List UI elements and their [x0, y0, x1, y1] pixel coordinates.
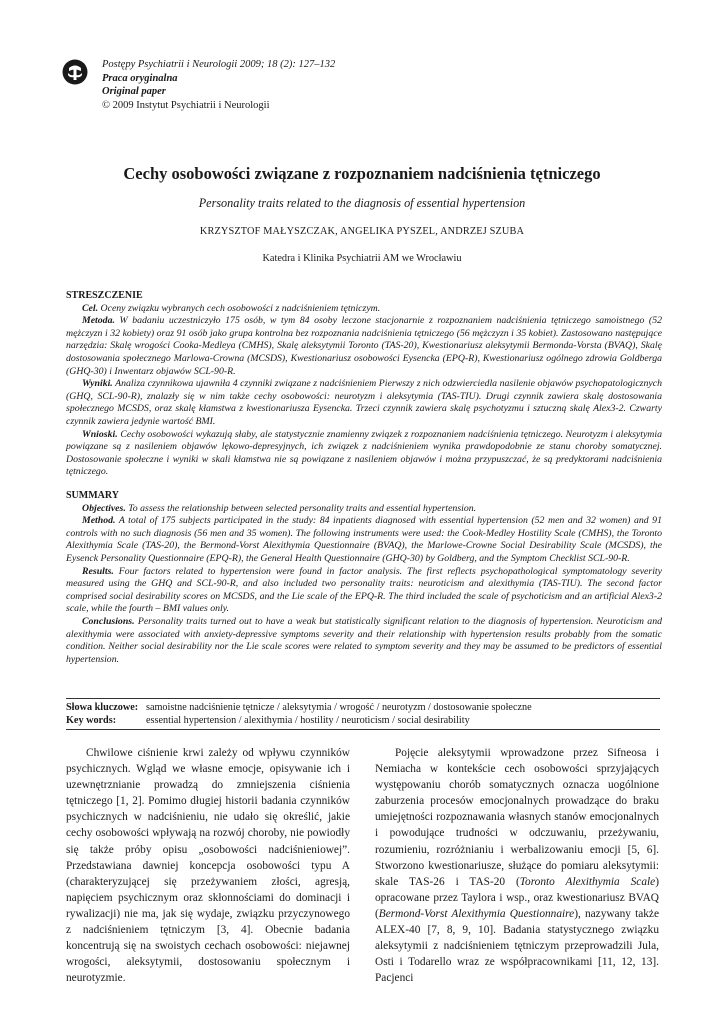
body-paragraph: Chwilowe ciśnienie krwi zależy od wpływu czynników psychicznych. Wgląd we własne emocje, opisywanie ich i uzewnętrznianie prowadzą do zmniejszenia ciśnienia tętniczego [1, 2]. Pomimo długiej historii badania czynników psychicznych w nadciśnieniu, nie udało się określić, jakie cechy osobowości wpływają na rozwój choroby, nie powiodły się także próby opisu „osobowości nadciśnieniowej”. Przedstawiana dawniej koncepcja osobowości typu A (charakteryzującej się przeżywaniem złości, agresją, napięciem psychicznym oraz skłonnościami do dominacji i rywalizacji) nie ma, jak się wydaje, związku przyczynowego z nadciśnieniem tętniczym [3, 4]. Obecnie badania koncentrują się na swoistych cechach osobowości: niejawnej wrogości, aleksytymii, dostosowaniu społecznym i neurotyzmie.	[66, 747, 350, 985]
paper-type-en: Original paper	[102, 86, 166, 98]
abstract-pl-heading: STRESZCZENIE	[66, 290, 143, 301]
abstract-pl-section: Metoda. W badaniu uczestniczyło 175 osób, w tym 84 osoby leczone stacjonarnie z rozpoznaniem nadciśnienia tętniczego samoistnego (52 mężczyzn i 32 kobiety) oraz 91 osób jako grupa kontrolna bez rozpoznania nadciśnienia tętniczego (56 mężczyzn i 35 kobiet). Zastosowano następujące narzędzia: Skalę wrogości Cooka-Medleya (CMHS), Skalę aleksytymii Toronto (TAS-20), Kwestionariusz aleksytymii Bermonda-Vorsta (BVAQ), Skalę dostosowania społecznego Marlowa-Crowna (MCSDS), Kwestionariusz osobowości Eysencka (EPQ-R), Kwestionariusz ogólnego zdrowia Goldberga (GHQ-30) i Inwentarz objawów SCL-90-R.	[66, 315, 662, 377]
abstract-pl	[66, 290, 662, 479]
body-column-right	[375, 745, 659, 986]
article-title: Cechy osobowości związane z rozpoznaniem nadciśnienia tętniczego	[123, 164, 601, 183]
institute-logo-icon	[62, 59, 88, 85]
abstract-en-section: Conclusions. Personality traits turned out to have a weak but statistically significant relation to the diagnosis of hypertension. Neuroticism and alexithymia were associated with anxiety-depressive symptoms severity and their relationship with hypertension results probably from the somatic condition. Neither social desirability nor the Lie scale scores were related to symptom severity and they may be assumed to be predictors of essential hypertension.	[66, 615, 662, 665]
keywords-pl-label: Słowa kluczowe:	[66, 702, 139, 713]
abstract-pl-section: Cel. Oceny związku wybranych cech osobowości z nadciśnieniem tętniczym.	[82, 302, 381, 314]
copyright: © 2009 Instytut Psychiatrii i Neurologii	[102, 99, 270, 111]
keywords-top-rule	[66, 698, 660, 699]
keywords-en-label: Key words:	[66, 715, 117, 726]
keywords-pl	[66, 701, 532, 714]
body-column-left	[66, 745, 350, 986]
abstract-en-section: Method. A total of 175 subjects participated in the study: 84 inpatients diagnosed with essential hypertension (52 men and 32 women) and 91 controls with no such diagnosis (56 men and 35 women). The following instruments were used: the Cook-Medley Hostility Scale (CMHS), the Toronto Alexithymia Scale (TAS-20), the Bermond-Vorst Alexithymia Questionnaire (BVAQ), the Marlowe-Crowne Social Desirability Scale (MCSDS), the Eysenck Personality Questionnaire (EPQ-R), the General Health Questionnaire (GHQ-30) by Goldberg, and the Symptom Checklist SCL-90-R.	[66, 515, 662, 564]
authors: KRZYSZTOF MAŁYSZCZAK, ANGELIKA PYSZEL, ANDRZEJ SZUBA	[199, 226, 525, 237]
keywords-en	[66, 714, 470, 727]
journal-citation: Postępy Psychiatrii i Neurologii 2009; 18 (2): 127–132	[102, 59, 336, 70]
abstract-en	[66, 490, 662, 666]
paper-type-pl: Praca oryginalna	[102, 72, 178, 84]
keywords-pl-text: samoistne nadciśnienie tętnicze / aleksytymia / wrogość / neurotyzm / dostosowanie społeczne	[146, 702, 532, 713]
affiliation: Katedra i Klinika Psychiatrii AM we Wrocławiu	[262, 253, 462, 264]
abstract-pl-section: Wnioski. Cechy osobowości wykazują słaby, ale statystycznie znamienny związek z rozpoznaniem nadciśnienia tętniczego. Neurotyzm i aleksytymia powiązane są z nasileniem objawów lękowo-depresyjnych, ich związek z nadciśnieniem wynika prawdopodobnie ze stanu choroby somatycznej. Dostosowanie społeczne i wyniki w skali kłamstwa nie są powiązane z nasileniem objawów i można przypuszczać, że są predyktorami nadciśnienia tętniczego.	[66, 428, 662, 478]
abstract-en-heading: SUMMARY	[66, 490, 119, 501]
abstract-en-section: Objectives. To assess the relationship between selected personality traits and essential hypertension.	[82, 502, 477, 514]
journal-info	[102, 58, 335, 112]
keywords-bottom-rule	[66, 729, 660, 730]
body-paragraph: Pojęcie aleksytymii wprowadzone przez Sifneosa i Nemiacha w kontekście cech osobowości sprzyjających występowaniu chorób somatycznych oznacza uogólnione zaburzenia procesów emocjonalnych prowadzące do braku umiejętności rozpoznawania własnych stanów emocjonalnych i powodujące trudności w odczuwaniu, przeżywaniu, rozumieniu, rozróżnianiu i werbalizowaniu emocji [5, 6]. Stworzono kwestionariusze, służące do pomiaru aleksytymii: skale TAS-26 i TAS-20 (Toronto Alexithymia Scale) opracowane przez Taylora i wsp., oraz kwestionariusz BVAQ (Bermond-Vorst Alexithymia Questionnaire), nazywany także ALEX-40 [7, 8, 9, 10]. Badania statystycznego związku aleksytymii z nadciśnieniem tętniczym przeprowadzili Jula, Osti i Todarello wraz ze współpracownikami [11, 12, 13]. Pacjenci	[375, 747, 659, 985]
keywords-en-text: essential hypertension / alexithymia / hostility / neuroticism / social desirability	[146, 715, 470, 726]
article-subtitle: Personality traits related to the diagnosis of essential hypertension	[198, 196, 526, 210]
abstract-pl-section: Wyniki. Analiza czynnikowa ujawniła 4 czynniki związane z nadciśnieniem Pierwszy z nich odzwierciedla nasilenie objawów psychopatologicznych (GHQ, SCL-90-R), znalazły się w nim także cechy osobowości: neurotyzm i aleksytymia (TAS-TIU). Drugi czynnik zawiera skalę dostosowania społecznego MCSDS, oraz skalę kłamstwa z kwestionariusza Eysencka. Trzeci czynnik zawiera skalę psychotyzmu i sztuczną skalę Alex3-2. Czwarty czynnik zawiera jedynie wartość BMI.	[66, 378, 662, 427]
abstract-en-section: Results. Four factors related to hypertension were found in factor analysis. The first reflects psychopathological symptomatology severity measured using the GHQ and SCL-90-R, and also included two personality traits: neuroticism and alexithymia (TAS-TIU). The second factor comprised social desirability scores on MCSDS, and the Lie scale of the EPQ-R. The third included the scale of psychoticism and an artificial Alex3-2 scale, while the fourth – BMI values only.	[66, 565, 663, 615]
